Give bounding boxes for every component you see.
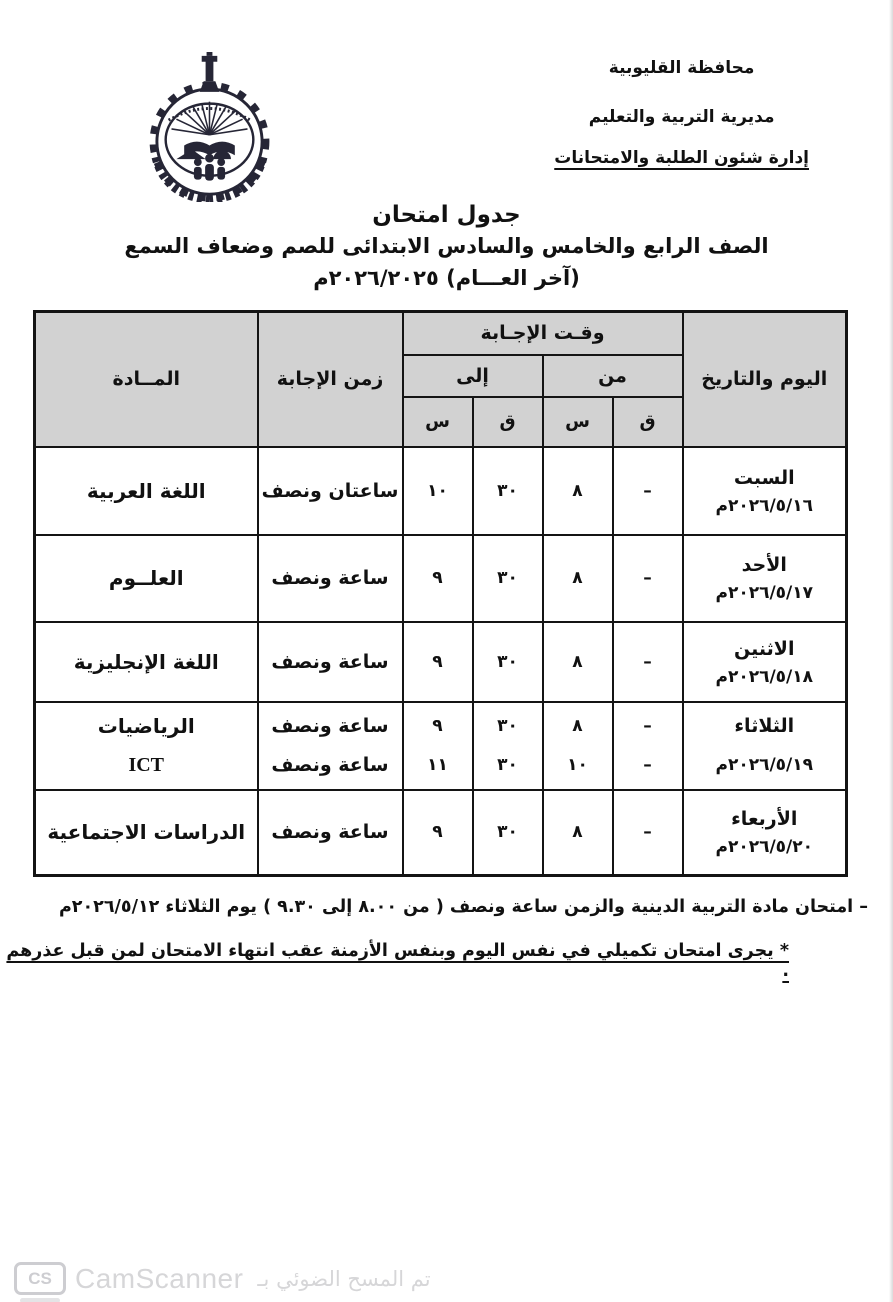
governorate-line: محافظة القليوبية (608, 58, 755, 78)
from-hour-cell: ٨ (543, 535, 613, 622)
to-minute-header: ق (473, 397, 543, 447)
day-name: الثلاثاء (734, 714, 795, 737)
subject-cell: اللغة العربية (35, 447, 258, 535)
subject-line1: الرياضيات (97, 713, 195, 738)
to-minute-line1: ٣٠ (497, 715, 518, 736)
from-hour-cell: ٨ (543, 447, 613, 535)
grades-title: الصف الرابع والخامس والسادس الابتدائى للصم وضعاف السمع (124, 234, 769, 258)
subject-header: المــادة (35, 312, 258, 447)
from-minute-cell (613, 702, 683, 790)
duration-line1: ساعة ونصف (271, 714, 389, 737)
from-minute-header: ق (613, 397, 683, 447)
to-hour-cell: ٩ (403, 790, 473, 876)
to-hour-cell: ١٠ (403, 447, 473, 535)
answer-time-header: وقـت الإجـابة (403, 312, 683, 355)
from-minute-line1: – (643, 715, 652, 736)
to-hour-line2: ١١ (427, 754, 448, 775)
day-date-cell (683, 622, 847, 702)
title-block (0, 200, 893, 294)
to-minute-cell: ٣٠ (473, 622, 543, 702)
from-hour-cell (543, 702, 613, 790)
camscanner-cs-icon (14, 1262, 66, 1295)
from-minute-cell: – (613, 790, 683, 876)
day-date-cell (683, 535, 847, 622)
directorate-line: مديرية التربية والتعليم (588, 107, 775, 127)
administration-line: إدارة شئون الطلبة والامتحانات (554, 148, 809, 168)
from-minute-cell: – (613, 447, 683, 535)
duration-header: زمن الإجابة (258, 312, 403, 447)
subject-cell: الدراسات الاجتماعية (35, 790, 258, 876)
subject-cell (35, 702, 258, 790)
duration-cell: ساعتان ونصف (258, 447, 403, 535)
to-hour-cell: ٩ (403, 622, 473, 702)
day-date: ٢٠٢٦/٥/١٩م (715, 754, 814, 775)
ministry-emblem-graphic (112, 52, 307, 202)
day-date-cell (683, 790, 847, 876)
day-date: ٢٠٢٦/٥/١٧م (715, 583, 814, 603)
from-hour-line2: ١٠ (567, 754, 588, 775)
ministry-emblem-logo (112, 52, 307, 206)
day-date: ٢٠٢٦/٥/١٦م (715, 495, 814, 516)
exam-schedule-table (33, 310, 848, 877)
subject-cell: العلــوم (35, 535, 258, 622)
day-date: ٢٠٢٦/٥/١٨م (715, 666, 814, 687)
term-year-title: (آخر العـــام) ٢٠٢٦/٢٠٢٥م (313, 266, 580, 290)
day-date-cell (683, 447, 847, 535)
supplementary-exam-note: * يجرى امتحان تكميلي في نفس اليوم وبنفس الأزمنة عقب انتهاء الامتحان لمن قبل عذرهم . (6, 941, 789, 981)
day-name: الأربعاء (731, 808, 798, 831)
header-row-1 (35, 312, 847, 355)
subject-line2: ICT (128, 753, 165, 776)
table-row-wednesday (35, 790, 847, 876)
to-hour-cell: ٩ (403, 535, 473, 622)
from-minute-cell: – (613, 622, 683, 702)
from-hour-line1: ٨ (572, 715, 583, 736)
religion-exam-note: – امتحان مادة التربية الدينية والزمن ساعة ونصف ( من ٨.٠٠ إلى ٩.٣٠ ) يوم الثلاثاء ٢٠٢٦/٥/١٢م (58, 897, 868, 917)
cs-badge-shadow (20, 1298, 60, 1302)
to-hour-cell (403, 702, 473, 790)
duration-cell: ساعة ونصف (258, 535, 403, 622)
to-minute-line2: ٣٠ (497, 754, 518, 775)
day-date-header: اليوم والتاريخ (683, 312, 847, 447)
camscanner-scan-text: تم المسح الضوئي بـ (257, 1266, 431, 1291)
table-row-monday (35, 622, 847, 702)
duration-cell: ساعة ونصف (258, 790, 403, 876)
to-minute-cell: ٣٠ (473, 447, 543, 535)
day-name: الأحد (741, 554, 787, 576)
letterhead (554, 58, 809, 168)
to-header: إلى (403, 355, 543, 397)
camscanner-watermark (14, 1262, 431, 1295)
exam-schedule-title: جدول امتحان (372, 202, 521, 228)
table-row-sunday (35, 535, 847, 622)
day-name: السبت (733, 466, 795, 489)
to-hour-header: س (403, 397, 473, 447)
day-name: الاثنين (734, 637, 795, 660)
day-date: ٢٠٢٦/٥/٢٠م (715, 837, 814, 858)
to-minute-cell: ٣٠ (473, 790, 543, 876)
to-minute-cell: ٣٠ (473, 535, 543, 622)
day-date-cell (683, 702, 847, 790)
from-minute-cell: – (613, 535, 683, 622)
from-header: من (543, 355, 683, 397)
duration-cell: ساعة ونصف (258, 622, 403, 702)
cs-badge-label: CS (28, 1268, 52, 1288)
from-hour-cell: ٨ (543, 790, 613, 876)
duration-cell (258, 702, 403, 790)
table-row-tuesday (35, 702, 847, 790)
scan-page-right-edge (889, 0, 893, 1302)
from-hour-header: س (543, 397, 613, 447)
to-minute-cell (473, 702, 543, 790)
duration-line2: ساعة ونصف (271, 753, 389, 776)
from-hour-cell: ٨ (543, 622, 613, 702)
from-minute-line2: – (643, 754, 652, 775)
to-hour-line1: ٩ (432, 715, 443, 736)
camscanner-brand-text: CamScanner (75, 1262, 244, 1294)
table-row-saturday (35, 447, 847, 535)
subject-cell: اللغة الإنجليزية (35, 622, 258, 702)
